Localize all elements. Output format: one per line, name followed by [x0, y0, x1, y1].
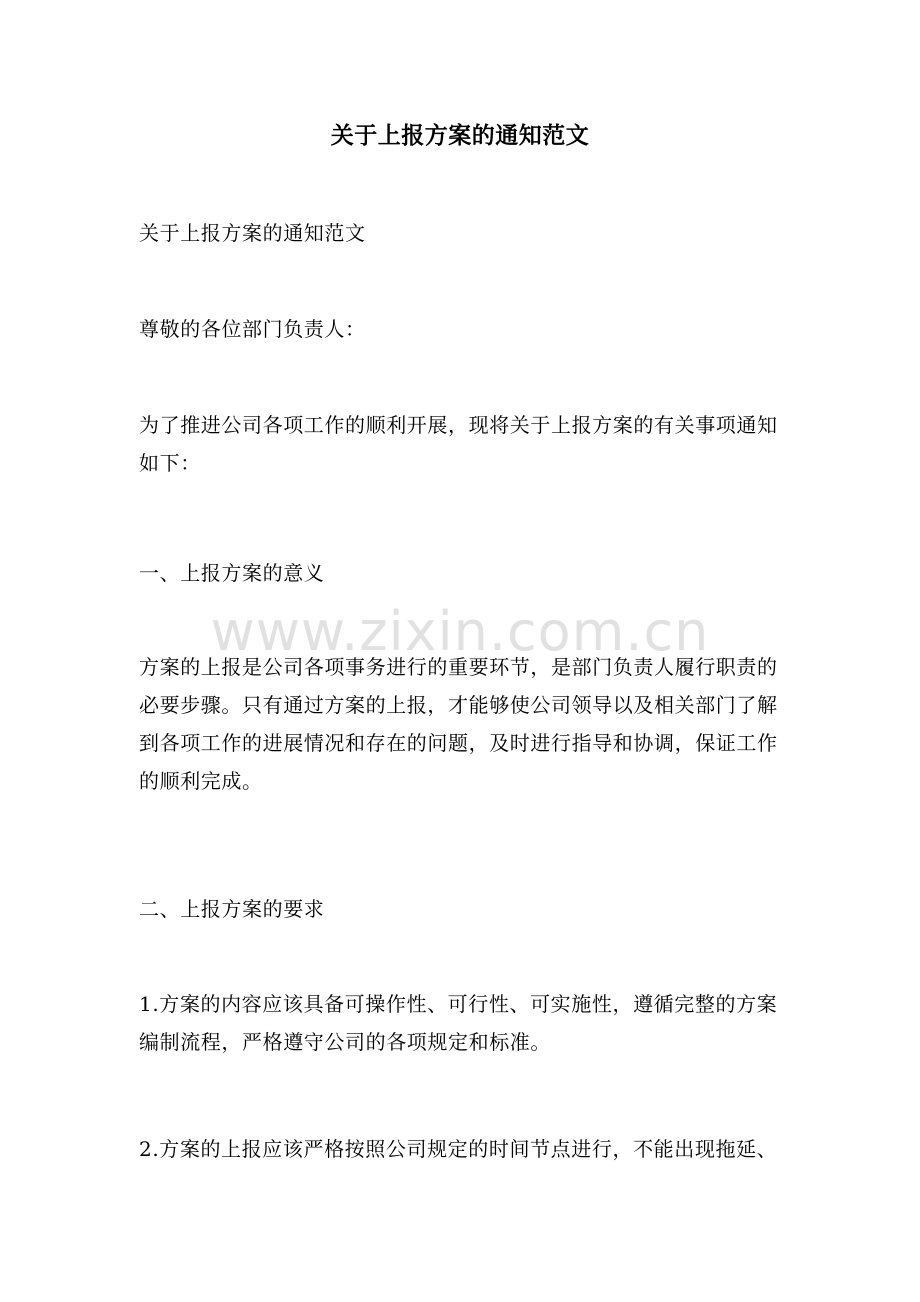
- paragraph-subtitle: 关于上报方案的通知范文: [139, 221, 366, 245]
- paragraph-salutation: 尊敬的各位部门负责人：: [139, 317, 366, 341]
- watermark: www.zixin.com.cn: [210, 600, 710, 663]
- paragraph-requirement-2: 2.方案的上报应该严格按照公司规定的时间节点进行，不能出现拖延、: [139, 1137, 778, 1161]
- paragraph-requirement-1: 1.方案的内容应该具备可操作性、可行性、可实施性，遵循完整的方案编制流程，严格遵守公司的各项规定和标准。: [139, 992, 778, 1054]
- section-heading-requirements: 二、上报方案的要求: [139, 897, 325, 921]
- section-heading-significance: 一、上报方案的意义: [139, 561, 325, 585]
- paragraph-significance: 方案的上报是公司各项事务进行的重要环节，是部门负责人履行职责的必要步骤。只有通过方案的上报，才能够使公司领导以及相关部门了解到各项工作的进展情况和存在的问题，及时进行指导和协调，保证工作的顺利完成。: [139, 655, 778, 793]
- document-title: 关于上报方案的通知范文: [330, 122, 590, 149]
- paragraph-intro: 为了推进公司各项工作的顺利开展，现将关于上报方案的有关事项通知如下：: [139, 413, 778, 475]
